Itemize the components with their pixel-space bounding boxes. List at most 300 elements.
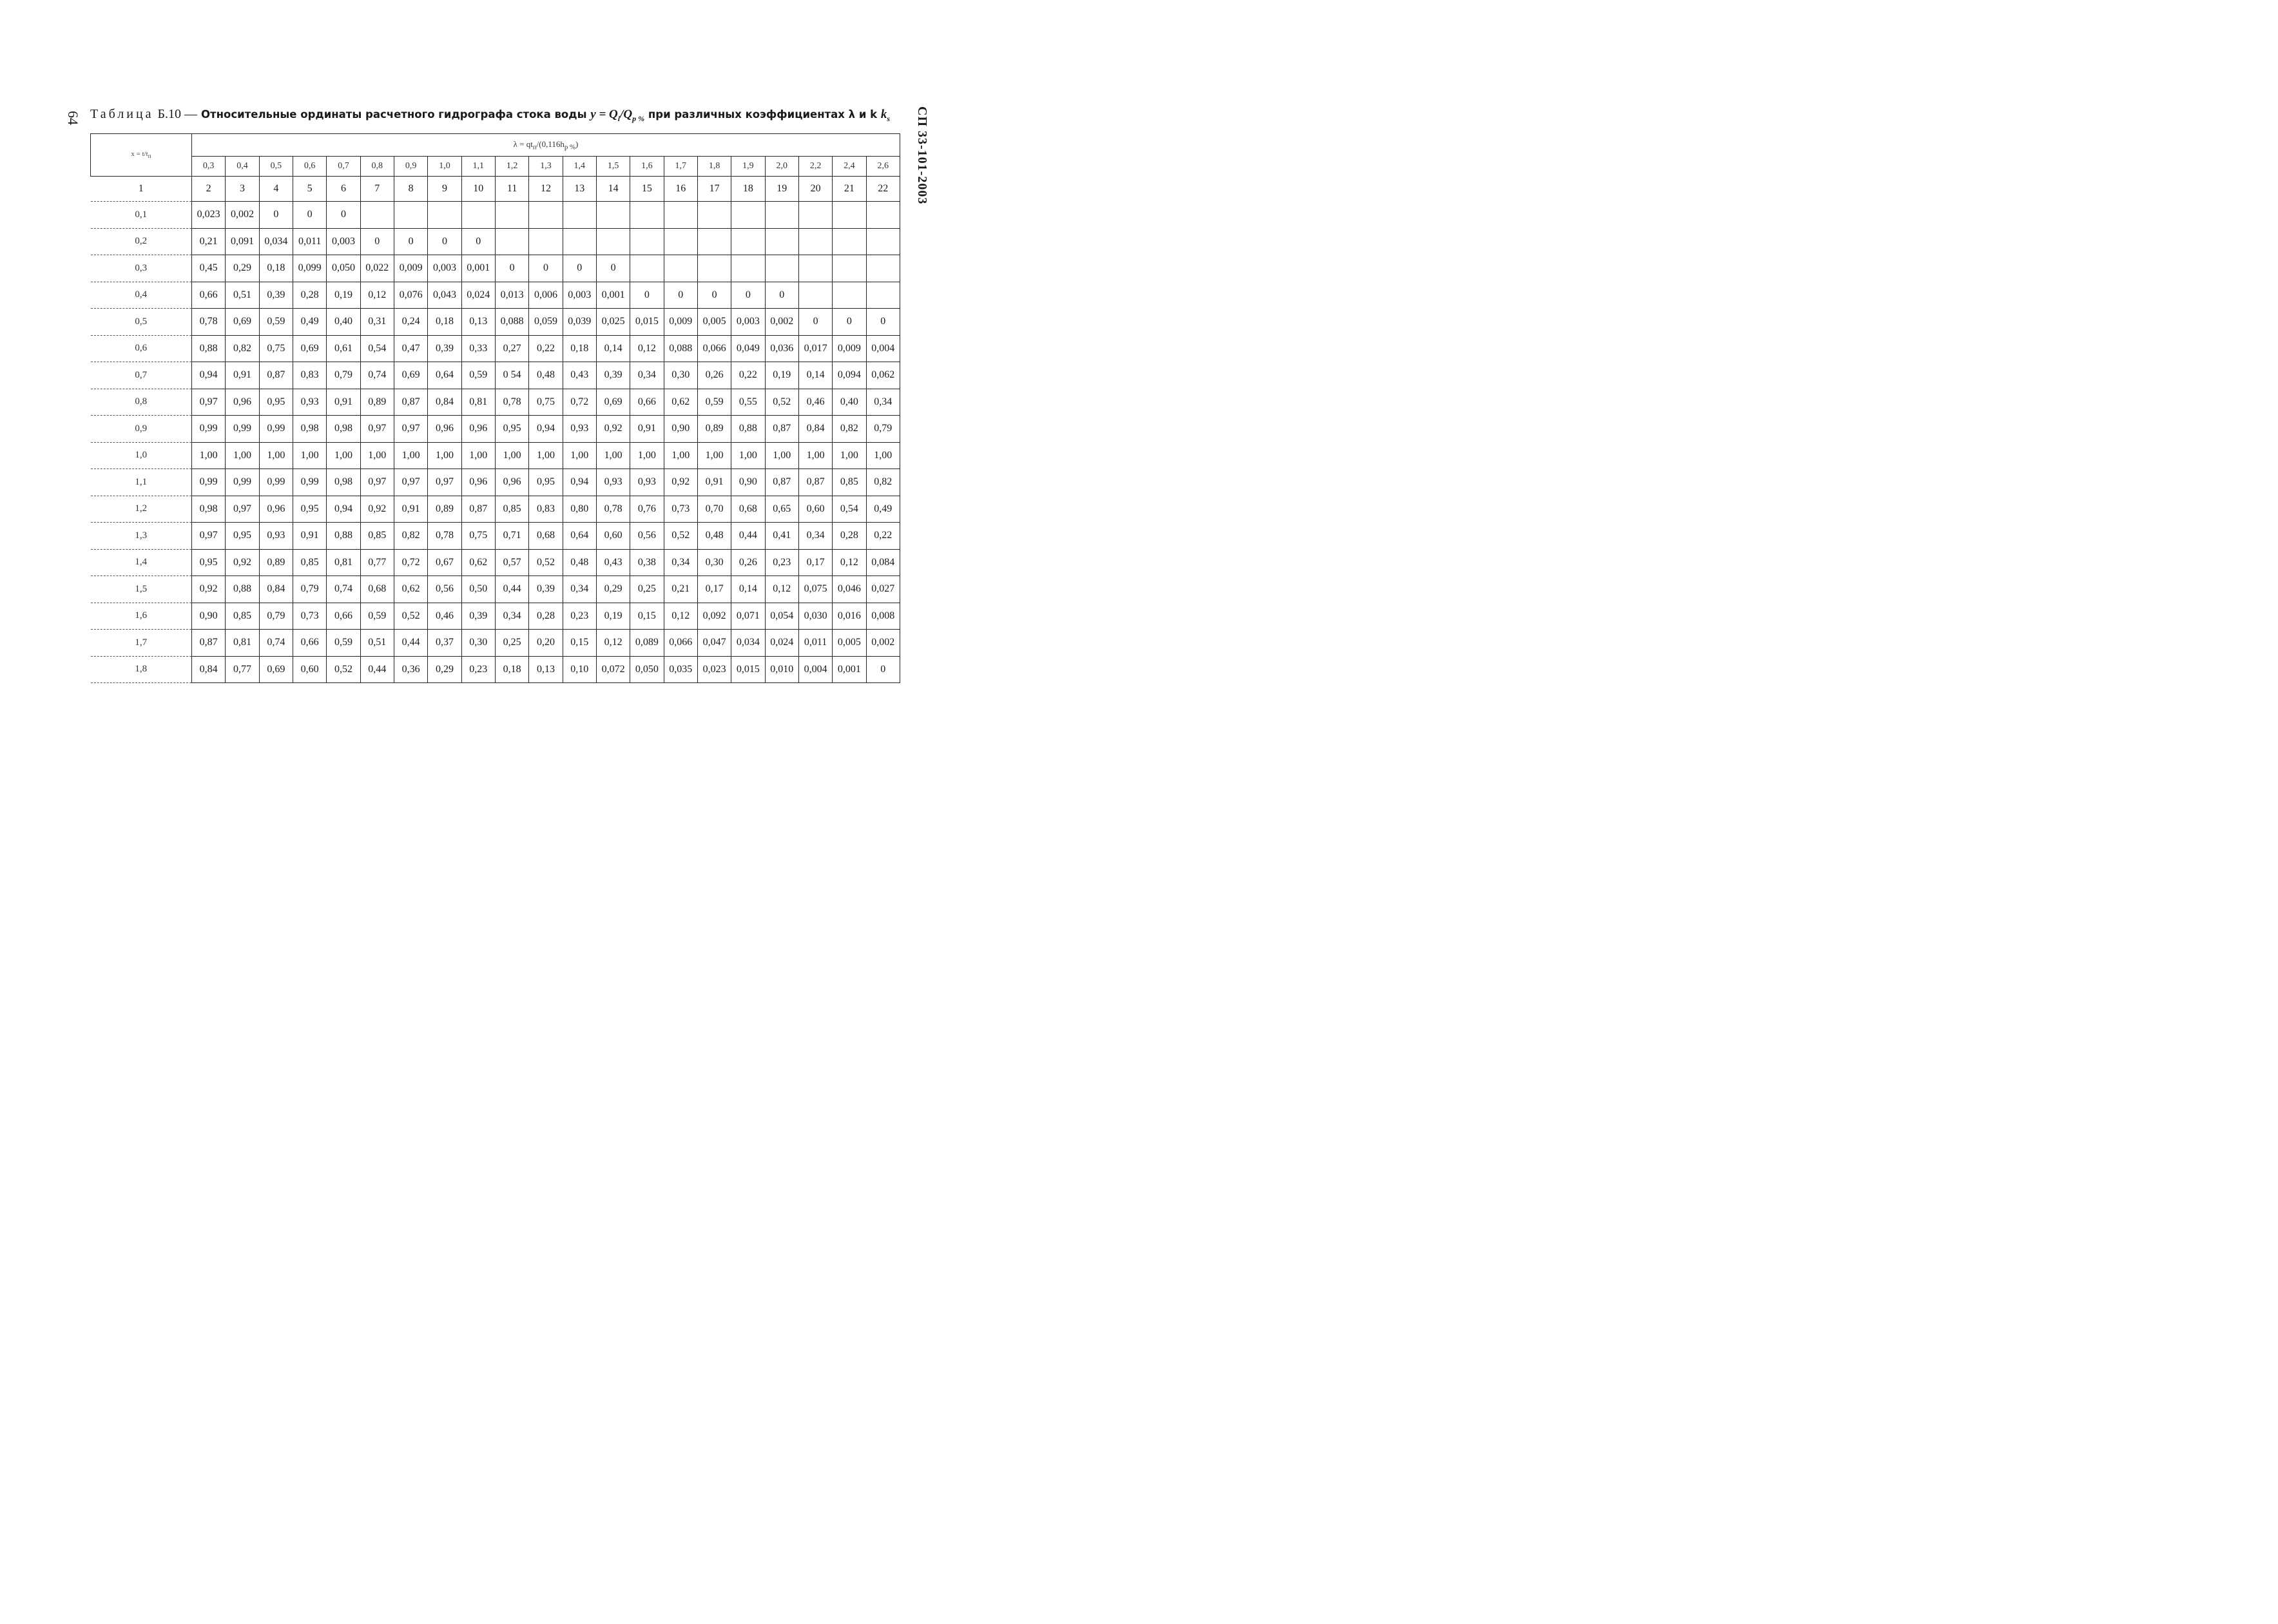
table-cell: 0,79 — [866, 416, 900, 443]
table-cell: 0,82 — [394, 523, 427, 550]
table-cell: 0,94 — [529, 416, 563, 443]
table-cell: 0,94 — [563, 469, 596, 496]
table-cell: 1,00 — [664, 442, 697, 469]
table-cell: 0,005 — [833, 630, 866, 657]
table-cell — [731, 202, 765, 229]
table-cell: 0,89 — [259, 549, 293, 576]
table-cell: 0,71 — [495, 523, 528, 550]
table-cell: 0,56 — [428, 576, 461, 603]
table-cell: 0,36 — [394, 656, 427, 683]
lambda-header-text: λ = qt — [513, 139, 533, 149]
table-cell: 1,00 — [327, 442, 360, 469]
table-cell: 0,87 — [798, 469, 832, 496]
table-cell: 0,24 — [394, 309, 427, 336]
table-cell: 0,003 — [327, 228, 360, 255]
table-cell: 0,076 — [394, 282, 427, 309]
column-number-6: 6 — [327, 177, 360, 202]
lambda-value-19: 2,2 — [798, 157, 832, 177]
table-cell: 0,12 — [360, 282, 394, 309]
table-cell: 0,72 — [563, 389, 596, 416]
table-cell: 0,23 — [765, 549, 798, 576]
table-cell: 0 — [596, 255, 630, 282]
table-cell: 0,29 — [428, 656, 461, 683]
table-cell: 0,79 — [259, 603, 293, 630]
table-row — [91, 309, 900, 336]
table-cell: 0,77 — [226, 656, 259, 683]
table-cell: 0,74 — [360, 362, 394, 389]
table-cell: 0,96 — [495, 469, 528, 496]
table-cell: 0,66 — [327, 603, 360, 630]
table-cell: 0,85 — [226, 603, 259, 630]
table-cell: 0,034 — [731, 630, 765, 657]
table-cell: 0,66 — [630, 389, 664, 416]
lambda-value-5: 0,7 — [327, 157, 360, 177]
table-cell: 0,027 — [866, 576, 900, 603]
table-cell: 0,87 — [259, 362, 293, 389]
table-cell: 0,70 — [697, 496, 731, 523]
table-cell: 0,017 — [798, 335, 832, 362]
table-cell: 0,022 — [360, 255, 394, 282]
column-number-13: 13 — [563, 177, 596, 202]
table-cell — [798, 202, 832, 229]
lambda-header-tail: /(0,116h — [536, 139, 565, 149]
table-row — [91, 496, 900, 523]
table-cell: 0,14 — [798, 362, 832, 389]
table-cell: 0,91 — [293, 523, 326, 550]
table-cell: 0,072 — [596, 656, 630, 683]
table-cell: 0,088 — [495, 309, 528, 336]
table-cell: 0 — [428, 228, 461, 255]
lambda-value-4: 0,6 — [293, 157, 326, 177]
table-cell — [833, 202, 866, 229]
table-cell: 0 — [630, 282, 664, 309]
table-cell: 0,066 — [697, 335, 731, 362]
table-cell: 0,66 — [192, 282, 226, 309]
table-cell: 0,89 — [360, 389, 394, 416]
table-cell: 0,78 — [192, 309, 226, 336]
column-number-19: 19 — [765, 177, 798, 202]
table-cell: 0,25 — [495, 630, 528, 657]
table-cell: 0,99 — [259, 469, 293, 496]
table-cell: 0,95 — [226, 523, 259, 550]
row-x-value: 1,7 — [91, 630, 192, 657]
table-cell — [664, 202, 697, 229]
table-cell: 0,34 — [866, 389, 900, 416]
table-cell: 0,001 — [833, 656, 866, 683]
table-cell: 0,52 — [394, 603, 427, 630]
x-column-header — [91, 134, 192, 177]
table-cell: 0,87 — [461, 496, 495, 523]
table-cell: 0,78 — [596, 496, 630, 523]
table-cell: 0 — [664, 282, 697, 309]
table-cell: 0,66 — [293, 630, 326, 657]
table-cell: 0,93 — [596, 469, 630, 496]
row-x-value: 1,2 — [91, 496, 192, 523]
lambda-value-11: 1,3 — [529, 157, 563, 177]
table-cell: 0,18 — [563, 335, 596, 362]
table-row — [91, 469, 900, 496]
table-cell: 0 — [731, 282, 765, 309]
table-cell: 0,69 — [394, 362, 427, 389]
table-cell: 0,97 — [394, 469, 427, 496]
column-number-16: 16 — [664, 177, 697, 202]
table-cell: 0,84 — [428, 389, 461, 416]
table-cell: 0,97 — [360, 416, 394, 443]
table-cell: 0,51 — [360, 630, 394, 657]
table-cell — [360, 202, 394, 229]
table-cell: 0,75 — [259, 335, 293, 362]
table-cell: 0,18 — [495, 656, 528, 683]
column-number-18: 18 — [731, 177, 765, 202]
table-cell: 0,28 — [833, 523, 866, 550]
table-cell: 1,00 — [630, 442, 664, 469]
table-cell: 0,44 — [495, 576, 528, 603]
table-cell: 0,30 — [664, 362, 697, 389]
table-title-main: Относительные ординаты расчетного гидрографа стока воды $y = Q_i/Q_{р \%}$ при различных коэффициентах λ и k $k_s$ — [201, 108, 891, 123]
table-cell: 1,00 — [192, 442, 226, 469]
table-cell: 0,52 — [765, 389, 798, 416]
table-cell: 0,001 — [461, 255, 495, 282]
table-cell: 0,12 — [833, 549, 866, 576]
table-cell — [697, 202, 731, 229]
title-suffix-sub: s — [887, 113, 891, 123]
column-number-21: 21 — [833, 177, 866, 202]
row-x-value: 0,9 — [91, 416, 192, 443]
table-cell: 0 — [697, 282, 731, 309]
table-cell — [529, 202, 563, 229]
lambda-value-20: 2,4 — [833, 157, 866, 177]
table-cell: 0,93 — [630, 469, 664, 496]
table-cell: 0,43 — [596, 549, 630, 576]
table-cell — [765, 255, 798, 282]
table-cell: 0,19 — [327, 282, 360, 309]
table-title-code: Б.10 — — [157, 107, 198, 121]
row-x-value: 1,8 — [91, 656, 192, 683]
column-number-20: 20 — [798, 177, 832, 202]
table-cell: 0,009 — [833, 335, 866, 362]
lambda-value-17: 1,9 — [731, 157, 765, 177]
lambda-value-7: 0,9 — [394, 157, 427, 177]
table-cell: 0 54 — [495, 362, 528, 389]
formula-sub-p: р % — [632, 113, 645, 123]
table-cell: 0,023 — [697, 656, 731, 683]
table-cell: 1,00 — [798, 442, 832, 469]
table-cell: 0,47 — [394, 335, 427, 362]
table-cell: 0,084 — [866, 549, 900, 576]
table-cell: 0,13 — [529, 656, 563, 683]
table-cell: 0,50 — [461, 576, 495, 603]
table-cell: 0,39 — [529, 576, 563, 603]
table-cell: 0,15 — [563, 630, 596, 657]
table-cell: 0,28 — [529, 603, 563, 630]
table-cell — [798, 228, 832, 255]
table-cell: 0,62 — [394, 576, 427, 603]
table-cell: 1,00 — [765, 442, 798, 469]
table-cell: 0,59 — [461, 362, 495, 389]
table-cell: 0,29 — [596, 576, 630, 603]
table-cell: 0,56 — [630, 523, 664, 550]
table-cell: 0,002 — [866, 630, 900, 657]
table-cell: 0,96 — [226, 389, 259, 416]
table-cell: 0,59 — [360, 603, 394, 630]
page-number: 64 — [65, 111, 81, 125]
table-cell — [563, 202, 596, 229]
table-cell: 0,29 — [226, 255, 259, 282]
table-cell — [866, 255, 900, 282]
table-row — [91, 442, 900, 469]
table-cell: 0,46 — [798, 389, 832, 416]
table-cell: 0,21 — [664, 576, 697, 603]
table-cell: 0,54 — [833, 496, 866, 523]
table-cell: 0,99 — [293, 469, 326, 496]
table-cell: 0 — [327, 202, 360, 229]
table-cell: 0,80 — [563, 496, 596, 523]
table-cell: 0,41 — [765, 523, 798, 550]
table-cell: 0 — [833, 309, 866, 336]
column-numbers-row — [91, 177, 900, 202]
table-cell: 0,002 — [765, 309, 798, 336]
table-cell: 0,77 — [360, 549, 394, 576]
table-cell: 0,92 — [664, 469, 697, 496]
table-cell — [630, 202, 664, 229]
table-cell: 0,14 — [731, 576, 765, 603]
lambda-value-15: 1,7 — [664, 157, 697, 177]
table-cell: 0,023 — [192, 202, 226, 229]
table-cell: 0,48 — [697, 523, 731, 550]
table-row — [91, 576, 900, 603]
table-cell: 0,48 — [563, 549, 596, 576]
table-cell — [394, 202, 427, 229]
table-cell: 0,039 — [563, 309, 596, 336]
column-number-8: 8 — [394, 177, 427, 202]
table-cell: 0,043 — [428, 282, 461, 309]
column-number-3: 3 — [226, 177, 259, 202]
table-cell: 0,79 — [293, 576, 326, 603]
table-cell: 0,85 — [360, 523, 394, 550]
table-row — [91, 362, 900, 389]
row-x-value: 1,0 — [91, 442, 192, 469]
table-cell: 0,030 — [798, 603, 832, 630]
table-cell: 0,87 — [765, 416, 798, 443]
table-row — [91, 228, 900, 255]
table-cell: 0,91 — [394, 496, 427, 523]
table-cell: 0,81 — [327, 549, 360, 576]
table-cell: 0,024 — [765, 630, 798, 657]
table-cell: 0,003 — [563, 282, 596, 309]
table-cell: 0,62 — [664, 389, 697, 416]
table-cell: 0,004 — [798, 656, 832, 683]
table-cell: 0,52 — [529, 549, 563, 576]
table-cell: 0,91 — [697, 469, 731, 496]
table-cell: 0,95 — [192, 549, 226, 576]
table-cell: 0,59 — [259, 309, 293, 336]
table-cell: 0 — [259, 202, 293, 229]
table-cell — [529, 228, 563, 255]
table-cell: 0,92 — [192, 576, 226, 603]
table-cell: 0,39 — [428, 335, 461, 362]
lambda-values-row — [91, 157, 900, 177]
table-row — [91, 335, 900, 362]
table-cell: 0,78 — [495, 389, 528, 416]
table-cell: 0,15 — [630, 603, 664, 630]
table-cell: 0,19 — [596, 603, 630, 630]
table-cell: 0,68 — [529, 523, 563, 550]
table-cell — [428, 202, 461, 229]
table-cell: 0,99 — [226, 416, 259, 443]
table-cell: 0,009 — [394, 255, 427, 282]
table-cell: 0,071 — [731, 603, 765, 630]
table-cell: 1,00 — [360, 442, 394, 469]
table-row — [91, 549, 900, 576]
table-cell — [495, 228, 528, 255]
lambda-header-end: ) — [575, 139, 579, 149]
table-cell: 0,27 — [495, 335, 528, 362]
table-cell: 0,44 — [360, 656, 394, 683]
table-cell: 0,066 — [664, 630, 697, 657]
table-cell: 1,00 — [731, 442, 765, 469]
table-cell: 0,73 — [664, 496, 697, 523]
table-cell: 0,062 — [866, 362, 900, 389]
table-cell: 0,49 — [293, 309, 326, 336]
column-number-2: 2 — [192, 177, 226, 202]
table-cell: 0,26 — [697, 362, 731, 389]
lambda-value-2: 0,4 — [226, 157, 259, 177]
lambda-value-16: 1,8 — [697, 157, 731, 177]
table-cell — [664, 255, 697, 282]
table-cell: 0,92 — [360, 496, 394, 523]
document-code: СП 33-101-2003 — [915, 106, 929, 205]
row-x-value: 0,3 — [91, 255, 192, 282]
table-cell — [765, 202, 798, 229]
table-cell — [833, 228, 866, 255]
table-cell — [833, 255, 866, 282]
table-row — [91, 656, 900, 683]
column-number-1: 1 — [91, 177, 192, 202]
table-cell: 0,61 — [327, 335, 360, 362]
table-cell: 0,015 — [731, 656, 765, 683]
lambda-value-8: 1,0 — [428, 157, 461, 177]
table-cell: 0,95 — [293, 496, 326, 523]
formula-y: y = Q — [590, 108, 618, 121]
lambda-header-sub-p: п — [532, 143, 537, 151]
row-x-value: 1,1 — [91, 469, 192, 496]
table-cell: 0,34 — [664, 549, 697, 576]
table-cell: 0,59 — [327, 630, 360, 657]
lambda-value-21: 2,6 — [866, 157, 900, 177]
table-cell: 0,69 — [226, 309, 259, 336]
table-cell: 0,19 — [765, 362, 798, 389]
table-cell: 0,12 — [630, 335, 664, 362]
table-cell: 0,65 — [765, 496, 798, 523]
table-cell: 0,57 — [495, 549, 528, 576]
table-cell: 0,006 — [529, 282, 563, 309]
lambda-value-3: 0,5 — [259, 157, 293, 177]
table-cell: 0,96 — [461, 469, 495, 496]
row-x-value: 0,1 — [91, 202, 192, 229]
lambda-value-12: 1,4 — [563, 157, 596, 177]
table-cell: 0,64 — [563, 523, 596, 550]
column-number-4: 4 — [259, 177, 293, 202]
formula-sub-i: i — [617, 113, 621, 123]
table-cell — [866, 282, 900, 309]
table-cell: 0,26 — [731, 549, 765, 576]
table-title-text: Относительные ординаты расчетного гидрографа стока воды — [201, 108, 587, 121]
table-cell: 0,025 — [596, 309, 630, 336]
table-row — [91, 416, 900, 443]
table-cell: 0,82 — [226, 335, 259, 362]
column-number-14: 14 — [596, 177, 630, 202]
table-cell: 1,00 — [529, 442, 563, 469]
table-cell: 0,25 — [630, 576, 664, 603]
table-cell: 0 — [495, 255, 528, 282]
table-cell: 0,12 — [596, 630, 630, 657]
table-row — [91, 282, 900, 309]
table-cell: 0,85 — [293, 549, 326, 576]
table-cell: 0,98 — [327, 469, 360, 496]
table-row — [91, 255, 900, 282]
table-cell: 0,74 — [327, 576, 360, 603]
table-cell: 0,90 — [731, 469, 765, 496]
table-cell: 0,90 — [192, 603, 226, 630]
table-cell: 0,97 — [226, 496, 259, 523]
table-cell: 0,12 — [664, 603, 697, 630]
table-cell: 0,88 — [731, 416, 765, 443]
table-row — [91, 523, 900, 550]
table-cell: 0,69 — [596, 389, 630, 416]
table-cell: 0,34 — [798, 523, 832, 550]
column-number-10: 10 — [461, 177, 495, 202]
column-number-9: 9 — [428, 177, 461, 202]
table-cell: 0,92 — [596, 416, 630, 443]
table-cell: 0 — [765, 282, 798, 309]
table-cell: 0,22 — [866, 523, 900, 550]
row-x-value: 1,5 — [91, 576, 192, 603]
table-cell: 0,62 — [461, 549, 495, 576]
row-x-value: 1,6 — [91, 603, 192, 630]
table-cell: 0,45 — [192, 255, 226, 282]
table-cell: 0,68 — [360, 576, 394, 603]
table-cell: 0 — [529, 255, 563, 282]
table-cell: 0,92 — [226, 549, 259, 576]
table-row — [91, 389, 900, 416]
table-cell: 1,00 — [866, 442, 900, 469]
table-cell: 0,82 — [833, 416, 866, 443]
table-cell: 0,91 — [226, 362, 259, 389]
table-cell: 0,97 — [192, 523, 226, 550]
table-cell: 0,52 — [327, 656, 360, 683]
table-cell: 0,054 — [765, 603, 798, 630]
table-cell: 0,14 — [596, 335, 630, 362]
column-number-11: 11 — [495, 177, 528, 202]
row-x-value: 1,4 — [91, 549, 192, 576]
table-cell: 0,97 — [394, 416, 427, 443]
table-cell: 0,88 — [327, 523, 360, 550]
table-cell: 0,51 — [226, 282, 259, 309]
table-cell: 1,00 — [697, 442, 731, 469]
table-cell: 0,93 — [563, 416, 596, 443]
table-cell: 1,00 — [428, 442, 461, 469]
table-cell: 0,050 — [327, 255, 360, 282]
table-cell: 0 — [866, 309, 900, 336]
table-cell: 1,00 — [394, 442, 427, 469]
table-cell: 1,00 — [495, 442, 528, 469]
table-cell — [765, 228, 798, 255]
table-cell: 0,96 — [259, 496, 293, 523]
table-cell: 0,33 — [461, 335, 495, 362]
column-number-7: 7 — [360, 177, 394, 202]
table-cell: 0,44 — [731, 523, 765, 550]
table-cell — [866, 228, 900, 255]
